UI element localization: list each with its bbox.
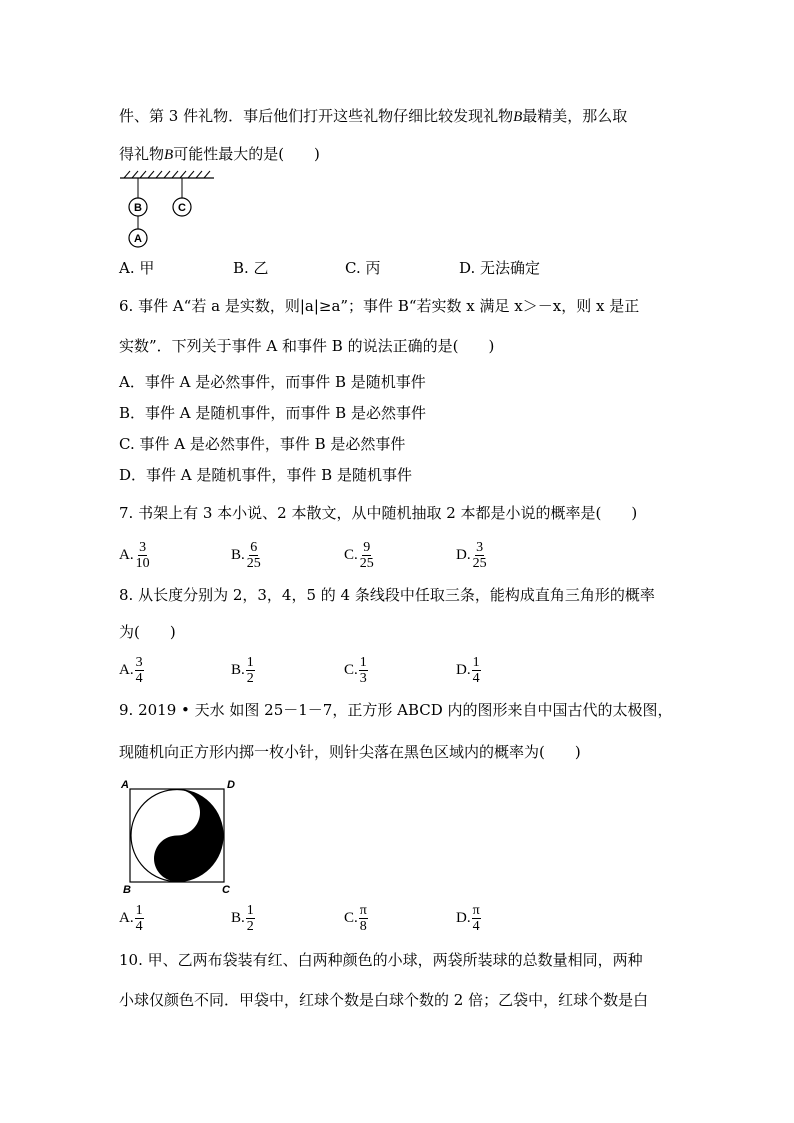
q8-option-b[interactable]: B. $\frac{1}{2}$ xyxy=(231,654,254,686)
vertex-c-label: C xyxy=(222,884,230,896)
q8-option-c[interactable]: C. $\frac{1}{3}$ xyxy=(344,654,367,686)
taiji-figure xyxy=(118,776,242,896)
q6-text-line2: 实数”．下列关于事件 A 和事件 B 的说法正确的是( ) xyxy=(119,337,495,355)
q5-option-c[interactable]: C. 丙 xyxy=(345,259,381,277)
vertex-d-label: D xyxy=(227,779,235,791)
q8-option-a[interactable]: A. $\frac{3}{4}$ xyxy=(119,654,143,686)
q5-text-line2: 得礼物B可能性最大的是( ) xyxy=(119,145,320,163)
q7-option-b[interactable]: B. $\frac{6}{25}$ xyxy=(231,539,261,571)
q9-option-c[interactable]: C. $\frac{\pi}{8}$ xyxy=(344,902,367,934)
q10-text-line2: 小球仅颜色不同．甲袋中，红球个数是白球个数的 2 倍；乙袋中，红球个数是白 xyxy=(119,991,649,1009)
q6-option-c[interactable]: C. 事件 A 是必然事件，事件 B 是必然事件 xyxy=(119,435,406,453)
q5-hanging-figure xyxy=(118,168,218,250)
q8-text-line1: 8. 从长度分别为 2，3，4，5 的 4 条线段中任取三条，能构成直角三角形的概率 xyxy=(119,586,655,604)
q6-option-a[interactable]: A．事件 A 是必然事件，而事件 B 是随机事件 xyxy=(119,373,426,391)
q7-text-line1: 7. 书架上有 3 本小说、2 本散文，从中随机抽取 2 本都是小说的概率是( ) xyxy=(119,504,638,522)
ball-c-label: C xyxy=(178,202,186,214)
q5-option-d[interactable]: D. 无法确定 xyxy=(459,259,541,277)
q5-option-b[interactable]: B. 乙 xyxy=(233,259,269,277)
q9-option-d[interactable]: D. $\frac{\pi}{4}$ xyxy=(456,902,480,934)
q5-option-a[interactable]: A. 甲 xyxy=(119,259,155,277)
q6-option-d[interactable]: D．事件 A 是随机事件，事件 B 是随机事件 xyxy=(119,466,412,484)
q6-text-line1: 6. 事件 A“若 a 是实数，则|a|≥a”；事件 B“若实数 x 满足 x＞－x，则 x 是正 xyxy=(119,297,640,315)
q9-text-line2: 现随机向正方形内掷一枚小针，则针尖落在黑色区域内的概率为( ) xyxy=(119,743,581,761)
q7-option-a[interactable]: A. $\frac{3}{10}$ xyxy=(119,539,150,571)
q9-option-b[interactable]: B. $\frac{1}{2}$ xyxy=(231,902,254,934)
q8-option-d[interactable]: D. $\frac{1}{4}$ xyxy=(456,654,480,686)
q7-option-d[interactable]: D. $\frac{3}{25}$ xyxy=(456,539,487,571)
q7-option-c[interactable]: C. $\frac{9}{25}$ xyxy=(344,539,374,571)
q6-option-b[interactable]: B．事件 A 是随机事件，而事件 B 是必然事件 xyxy=(119,404,426,422)
q10-text-line1: 10. 甲、乙两布袋装有红、白两种颜色的小球，两袋所装球的总数量相同，两种 xyxy=(119,951,643,969)
vertex-b-label: B xyxy=(123,884,131,896)
ball-a-label: A xyxy=(134,233,142,245)
vertex-a-label: A xyxy=(121,779,129,791)
q9-option-a[interactable]: A. $\frac{1}{4}$ xyxy=(119,902,143,934)
q5-text-line1: 件、第 3 件礼物．事后他们打开这些礼物仔细比较发现礼物B最精美，那么取 xyxy=(119,107,628,125)
ball-b-label: B xyxy=(134,202,142,214)
q9-text-line1: 9. 2019 • 天水 如图 25－1－7，正方形 ABCD 内的图形来自中国古代的太极图， xyxy=(119,701,673,719)
q8-text-line2: 为( ) xyxy=(119,623,176,641)
